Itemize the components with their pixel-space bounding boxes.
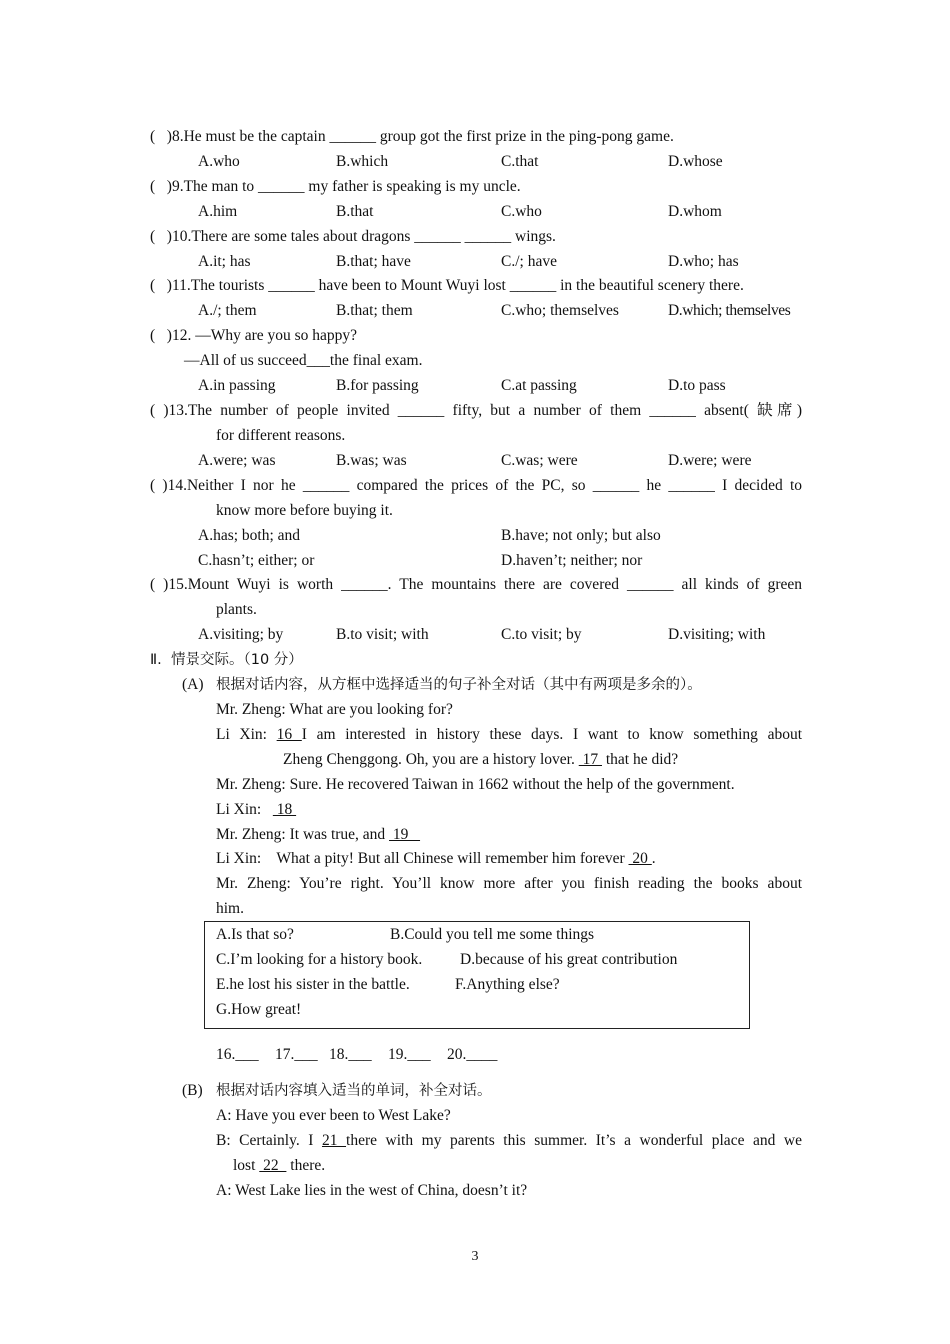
question-14-stem: ( )14.Neither I nor he ______ compared the prices of the PC, so ______ he ______ I decided to (150, 477, 802, 494)
q10-option-b: B.that; have (336, 253, 411, 270)
speaker-li-xin: Li Xin: (216, 726, 277, 743)
q11-option-a: A./; them (198, 302, 257, 319)
dialogue-a-line-7-end: . (651, 850, 656, 867)
box-option-e: E.he lost his sister in the battle. (216, 976, 410, 993)
dialogue-a-line-6 (216, 825, 420, 845)
box-option-f: F.Anything else? (455, 976, 560, 993)
box-option-a: A.Is that so? (216, 926, 294, 943)
blank-21[interactable]: 21 (321, 1132, 347, 1149)
part-b-instruction: 根据对话内容填入适当的单词，补全对话。 (216, 1083, 492, 1099)
dialogue-b-line-4: A: West Lake lies in the west of China, doesn’t it? (216, 1182, 528, 1199)
q15-option-d: D.visiting; with (668, 626, 766, 643)
q14-option-d: D.haven’t; neither; nor (501, 552, 643, 569)
dialogue-b-line-2-text: B: Certainly. I (216, 1132, 322, 1149)
box-option-c: C.I’m looking for a history book. (216, 951, 423, 968)
answer-18[interactable]: 18.___ (329, 1046, 372, 1063)
dialogue-a-line-9: him. (216, 900, 244, 917)
dialogue-b-line-1: A: Have you ever been to West Lake? (216, 1107, 451, 1124)
dialogue-a-line-5 (216, 800, 296, 820)
answer-17[interactable]: 17.___ (275, 1046, 318, 1063)
question-14-stem-line2: know more before buying it. (216, 502, 393, 519)
dialogue-a-line-3-text: Zheng Chenggong. Oh, you are a history lover. (283, 751, 579, 768)
dialogue-a-line-3 (283, 750, 678, 770)
q8-option-b: B.which (336, 153, 389, 170)
question-15-stem-line2: plants. (216, 601, 257, 618)
q9-option-c: C.who (501, 203, 542, 220)
section-2-heading: Ⅱ. 情景交际。（10 分） (150, 652, 303, 668)
q11-option-d: D.which; themselves (668, 302, 791, 319)
dialogue-b-line-3-text: lost (233, 1157, 260, 1174)
question-13-stem-line2: for different reasons. (216, 427, 346, 444)
box-option-g: G.How great! (216, 1001, 302, 1018)
q14-option-a: A.has; both; and (198, 527, 301, 544)
dialogue-a-line-2 (216, 725, 802, 745)
question-12-stem: ( )12. —Why are you so happy? (150, 327, 358, 344)
answer-16[interactable]: 16.___ (216, 1046, 259, 1063)
q9-option-a: A.him (198, 203, 238, 220)
dialogue-a-line-7-text: Li Xin: What a pity! But all Chinese will remember him forever (216, 850, 629, 867)
question-11-stem: ( )11.The tourists ______ have been to Mount Wuyi lost ______ in the beautiful scenery there. (150, 277, 744, 294)
q8-option-d: D.whose (668, 153, 723, 170)
q14-option-c: C.hasn’t; either; or (198, 552, 315, 569)
q15-option-a: A.visiting; by (198, 626, 284, 643)
question-9-stem: ( )9.The man to ______ my father is speaking is my uncle. (150, 178, 521, 195)
speaker-li-xin-2: Li Xin: (216, 801, 269, 818)
box-option-d: D.because of his great contribution (460, 951, 678, 968)
dialogue-b-line-2-end: there with my parents this summer. It’s a wonderful place and we (346, 1132, 802, 1149)
q9-option-d: D.whom (668, 203, 722, 220)
q15-option-b: B.to visit; with (336, 626, 429, 643)
question-10-stem: ( )10.There are some tales about dragons ______ ______ wings. (150, 228, 556, 245)
dialogue-a-line-2-text: I am interested in history these days. I want to know something about (301, 726, 803, 743)
part-b-label: (B) (182, 1082, 203, 1099)
q10-option-a: A.it; has (198, 253, 251, 270)
q10-option-c: C./; have (501, 253, 557, 270)
dialogue-a-line-6-text: Mr. Zheng: It was true, and (216, 826, 390, 843)
q8-option-c: C.that (501, 153, 539, 170)
dialogue-a-line-1: Mr. Zheng: What are you looking for? (216, 701, 453, 718)
dialogue-a-line-4: Mr. Zheng: Sure. He recovered Taiwan in 1662 without the help of the government. (216, 776, 735, 793)
question-8-stem: ( )8.He must be the captain ______ group got the first prize in the ping-pong game. (150, 128, 674, 145)
q12-option-a: A.in passing (198, 377, 276, 394)
q14-option-b: B.have; not only; but also (501, 527, 661, 544)
blank-17[interactable]: 17 (578, 751, 602, 768)
question-12-stem-line2: —All of us succeed___the final exam. (184, 352, 423, 369)
q10-option-d: D.who; has (668, 253, 739, 270)
blank-22[interactable]: 22 (259, 1157, 287, 1174)
q11-option-b: B.that; them (336, 302, 413, 319)
answer-20[interactable]: 20.____ (447, 1046, 498, 1063)
q12-option-c: C.at passing (501, 377, 577, 394)
blank-20[interactable]: 20 (628, 850, 652, 867)
q8-option-a: A.who (198, 153, 240, 170)
box-option-b: B.Could you tell me some things (390, 926, 595, 943)
part-a-label: (A) (182, 676, 204, 693)
q11-option-c: C.who; themselves (501, 302, 619, 319)
dialogue-b-line-3 (233, 1156, 325, 1176)
question-15-stem: ( )15.Mount Wuyi is worth ______. The mountains there are covered ______ all kinds of green (150, 576, 802, 593)
blank-16[interactable]: 16 (276, 726, 302, 743)
blank-19[interactable]: 19 (389, 826, 421, 843)
q12-option-d: D.to pass (668, 377, 726, 394)
blank-18[interactable]: 18 (272, 801, 297, 818)
q13-option-a: A.were; was (198, 452, 276, 469)
part-a-instruction: 根据对话内容，从方框中选择适当的句子补全对话（其中有两项是多余的）。 (216, 677, 702, 693)
q13-option-c: C.was; were (501, 452, 578, 469)
q9-option-b: B.that (336, 203, 374, 220)
q12-option-b: B.for passing (336, 377, 419, 394)
dialogue-b-line-2 (216, 1131, 802, 1151)
dialogue-a-line-8: Mr. Zheng: You’re right. You’ll know more after you finish reading the books about (216, 875, 802, 892)
dialogue-a-line-3-end: that he did? (601, 751, 679, 768)
q15-option-c: C.to visit; by (501, 626, 582, 643)
answer-19[interactable]: 19.___ (388, 1046, 431, 1063)
question-13-stem: ( )13.The number of people invited ______ fifty, but a number of them ______ absent( 缺席) (150, 402, 802, 419)
page-number: 3 (471, 1249, 479, 1264)
q13-option-b: B.was; was (336, 452, 407, 469)
q13-option-d: D.were; were (668, 452, 752, 469)
dialogue-b-line-3-end: there. (286, 1157, 326, 1174)
dialogue-a-line-7 (216, 849, 656, 869)
